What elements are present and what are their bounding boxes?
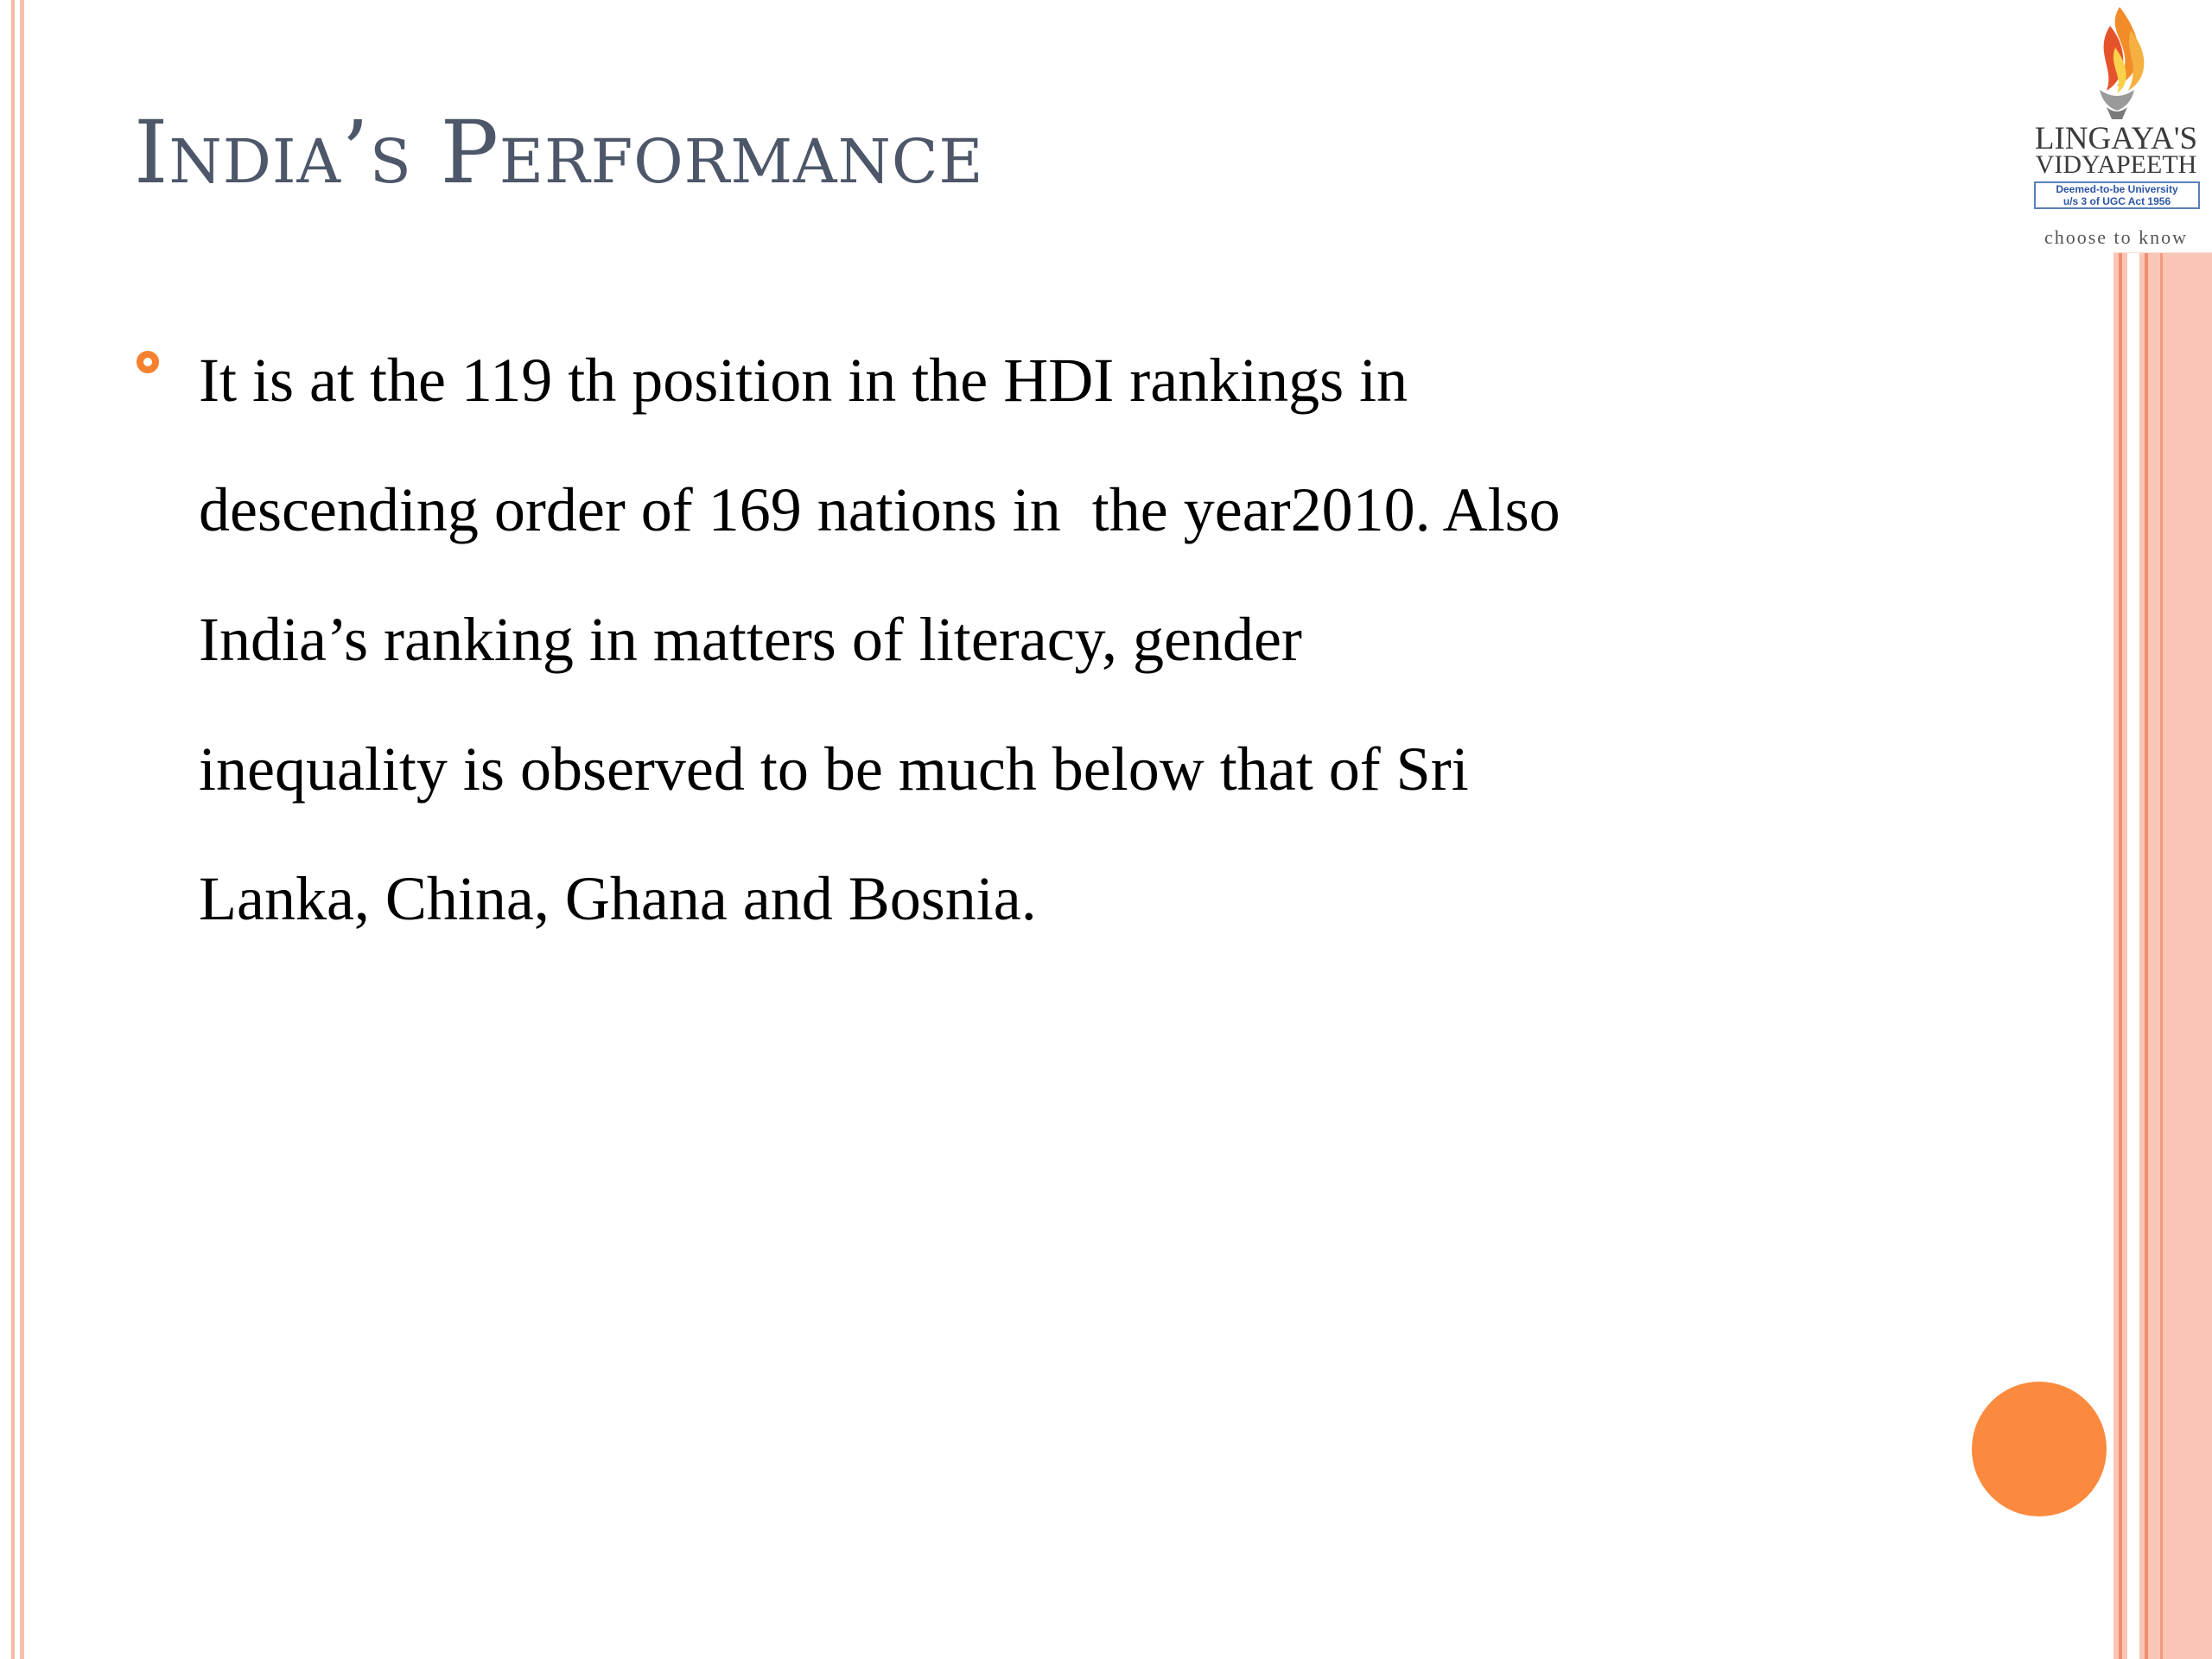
bullet-text-line: inequality is observed to be much below that of Sri xyxy=(199,734,1469,804)
bullet-text-line: Lanka, China, Ghana and Bosnia. xyxy=(199,864,1037,933)
bullet-text-line: descending order of 169 nations in the year2010. Also xyxy=(199,475,1560,544)
bullet-paragraph xyxy=(199,315,1970,963)
logo-tagline: choose to know xyxy=(2044,226,2189,248)
logo-name-line2: VIDYAPEETH xyxy=(2035,150,2197,179)
flame-torch-icon xyxy=(2020,0,2212,123)
bullet-text-line: It is at the 119 th position in the HDI rankings in xyxy=(199,346,1408,415)
left-decorative-stripe xyxy=(11,0,15,1659)
bullet-text-line: India’s ranking in matters of literacy, gender xyxy=(199,605,1302,674)
right-decorative-gap xyxy=(2127,253,2139,1659)
hollow-circle-bullet-icon xyxy=(137,351,159,373)
logo-deemed-line1: Deemed-to-be University xyxy=(2056,183,2178,195)
right-decorative-line xyxy=(2119,253,2122,1659)
right-decorative-line xyxy=(2145,253,2148,1659)
university-logo xyxy=(2020,0,2212,252)
decorative-orange-circle xyxy=(1972,1382,2107,1516)
logo-deemed-line2: u/s 3 of UGC Act 1956 xyxy=(2063,195,2171,207)
slide-title: India’s Performance xyxy=(134,102,984,203)
left-decorative-stripe-inner xyxy=(20,0,24,1659)
logo-deemed-box xyxy=(2034,181,2200,209)
right-decorative-line xyxy=(2160,253,2163,1659)
logo-name-line1: LINGAYA'S xyxy=(2034,121,2198,156)
